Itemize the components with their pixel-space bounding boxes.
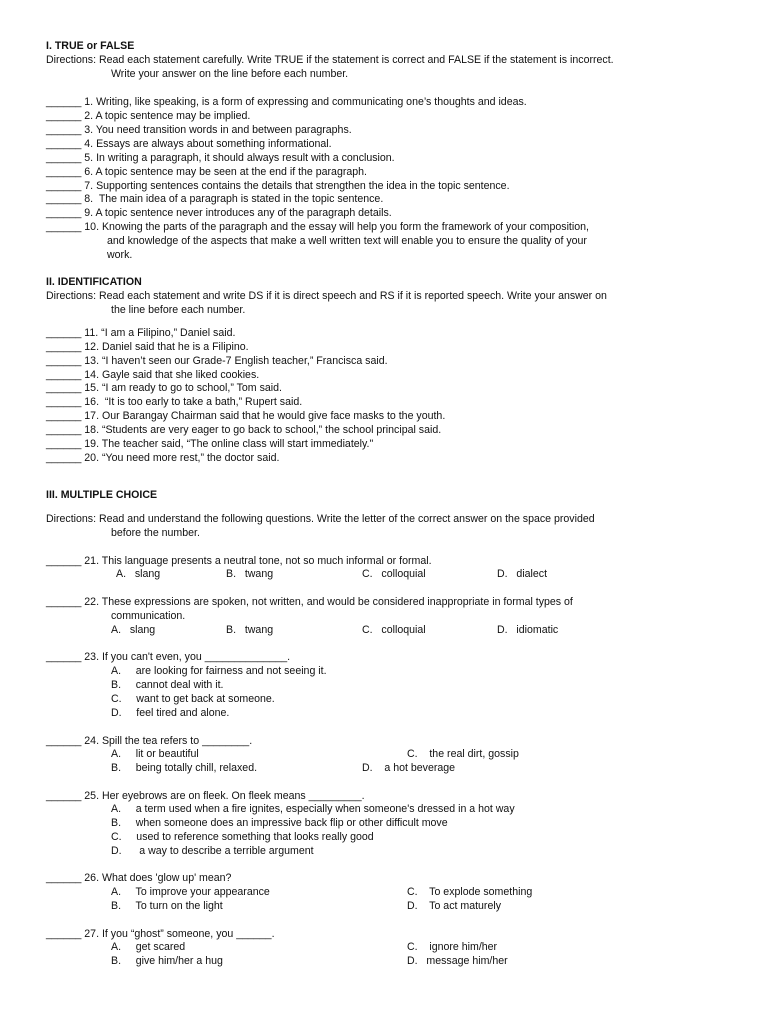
question-item-10: ______ 10. Knowing the parts of the paragraph and the essay will help you form the framework of your composition, xyxy=(46,221,589,233)
choice-c: C. To explode something xyxy=(407,886,533,898)
choice-c: C. ignore him/her xyxy=(407,941,498,953)
choice-b: B. To turn on the light xyxy=(111,900,223,912)
question-item-13: ______ 13. “I haven’t seen our Grade-7 English teacher,” Francisca said. xyxy=(46,355,388,367)
choice-b: B. twang xyxy=(226,624,274,636)
section1-directions: Directions: Read each statement carefully. Write TRUE if the statement is correct and FALSE if the statement is incorrect. xyxy=(46,54,614,66)
section3-directions-cont: before the number. xyxy=(111,527,200,539)
question-item-9: ______ 9. A topic sentence never introduces any of the paragraph details. xyxy=(46,207,392,219)
question-item-22-cont: communication. xyxy=(111,610,186,622)
question-item-10-cont: and knowledge of the aspects that make a well written text will enable you to ensure the quality of your xyxy=(107,235,587,247)
section3-heading: III. MULTIPLE CHOICE xyxy=(46,489,158,501)
choice-d: D. idiomatic xyxy=(497,624,559,636)
choice-b: B. when someone does an impressive back flip or other difficult move xyxy=(111,817,448,829)
choice-c: C. colloquial xyxy=(362,568,426,580)
question-item-22: ______ 22. These expressions are spoken, not written, and would be considered inappropriate in formal types of xyxy=(46,596,573,608)
question-item-18: ______ 18. “Students are very eager to go back to school,” the school principal said. xyxy=(46,424,442,436)
question-item-3: ______ 3. You need transition words in and between paragraphs. xyxy=(46,124,352,136)
question-item-15: ______ 15. “I am ready to go to school,” Tom said. xyxy=(46,382,282,394)
section2-heading: II. IDENTIFICATION xyxy=(46,276,142,288)
choice-d: D. a way to describe a terrible argument xyxy=(111,845,314,857)
section1-directions-cont: Write your answer on the line before each number. xyxy=(111,68,349,80)
choice-a: A. To improve your appearance xyxy=(111,886,270,898)
question-item-14: ______ 14. Gayle said that she liked cookies. xyxy=(46,369,260,381)
choice-d: D. feel tired and alone. xyxy=(111,707,230,719)
section2-directions-cont: the line before each number. xyxy=(111,304,246,316)
section3-directions: Directions: Read and understand the following questions. Write the letter of the correct answer on the space provided xyxy=(46,513,595,525)
question-item-11: ______ 11. “I am a Filipino,” Daniel said. xyxy=(46,327,236,339)
question-item-8: ______ 8. The main idea of a paragraph is stated in the topic sentence. xyxy=(46,193,384,205)
section2-directions: Directions: Read each statement and write DS if it is direct speech and RS if it is reported speech. Write your answer on xyxy=(46,290,607,302)
choice-c: C. used to reference something that looks really good xyxy=(111,831,374,843)
choice-a: A. are looking for fairness and not seeing it. xyxy=(111,665,327,677)
choice-d: D. dialect xyxy=(497,568,548,580)
section1-heading: I. TRUE or FALSE xyxy=(46,40,135,52)
choice-c: C. the real dirt, gossip xyxy=(407,748,519,760)
choice-d: D. To act maturely xyxy=(407,900,502,912)
question-item-10-cont: work. xyxy=(107,249,133,261)
question-item-12: ______ 12. Daniel said that he is a Filipino. xyxy=(46,341,249,353)
choice-b: B. being totally chill, relaxed. xyxy=(111,762,258,774)
question-item-1: ______ 1. Writing, like speaking, is a form of expressing and communicating one’s thoughts and ideas. xyxy=(46,96,527,108)
question-item-24: ______ 24. Spill the tea refers to ________. xyxy=(46,735,253,747)
question-item-2: ______ 2. A topic sentence may be implied. xyxy=(46,110,251,122)
choice-a: A. slang xyxy=(116,568,161,580)
choice-a: A. get scared xyxy=(111,941,186,953)
choice-d: D. message him/her xyxy=(407,955,508,967)
question-item-19: ______ 19. The teacher said, “The online class will start immediately." xyxy=(46,438,374,450)
choice-b: B. give him/her a hug xyxy=(111,955,223,967)
choice-b: B. cannot deal with it. xyxy=(111,679,224,691)
choice-a: A. lit or beautiful xyxy=(111,748,199,760)
question-item-21: ______ 21. This language presents a neutral tone, not so much informal or formal. xyxy=(46,555,432,567)
question-item-17: ______ 17. Our Barangay Chairman said that he would give face masks to the youth. xyxy=(46,410,446,422)
choice-d: D. a hot beverage xyxy=(362,762,456,774)
choice-c: C. want to get back at someone. xyxy=(111,693,275,705)
choice-a: A. a term used when a fire ignites, especially when someone's dressed in a hot way xyxy=(111,803,515,815)
question-item-26: ______ 26. What does 'glow up' mean? xyxy=(46,872,232,884)
question-item-25: ______ 25. Her eyebrows are on fleek. On fleek means _________. xyxy=(46,790,365,802)
question-item-16: ______ 16. “It is too early to take a bath,” Rupert said. xyxy=(46,396,303,408)
question-item-6: ______ 6. A topic sentence may be seen at the end if the paragraph. xyxy=(46,166,367,178)
question-item-23: ______ 23. If you can't even, you ______________. xyxy=(46,651,291,663)
question-item-7: ______ 7. Supporting sentences contains the details that strengthen the idea in the topic sentence. xyxy=(46,180,510,192)
choice-c: C. colloquial xyxy=(362,624,426,636)
choice-a: A. slang xyxy=(111,624,156,636)
question-item-5: ______ 5. In writing a paragraph, it should always result with a conclusion. xyxy=(46,152,395,164)
question-item-27: ______ 27. If you “ghost” someone, you ______. xyxy=(46,928,275,940)
question-item-20: ______ 20. “You need more rest,” the doctor said. xyxy=(46,452,280,464)
question-item-4: ______ 4. Essays are always about something informational. xyxy=(46,138,332,150)
choice-b: B. twang xyxy=(226,568,274,580)
